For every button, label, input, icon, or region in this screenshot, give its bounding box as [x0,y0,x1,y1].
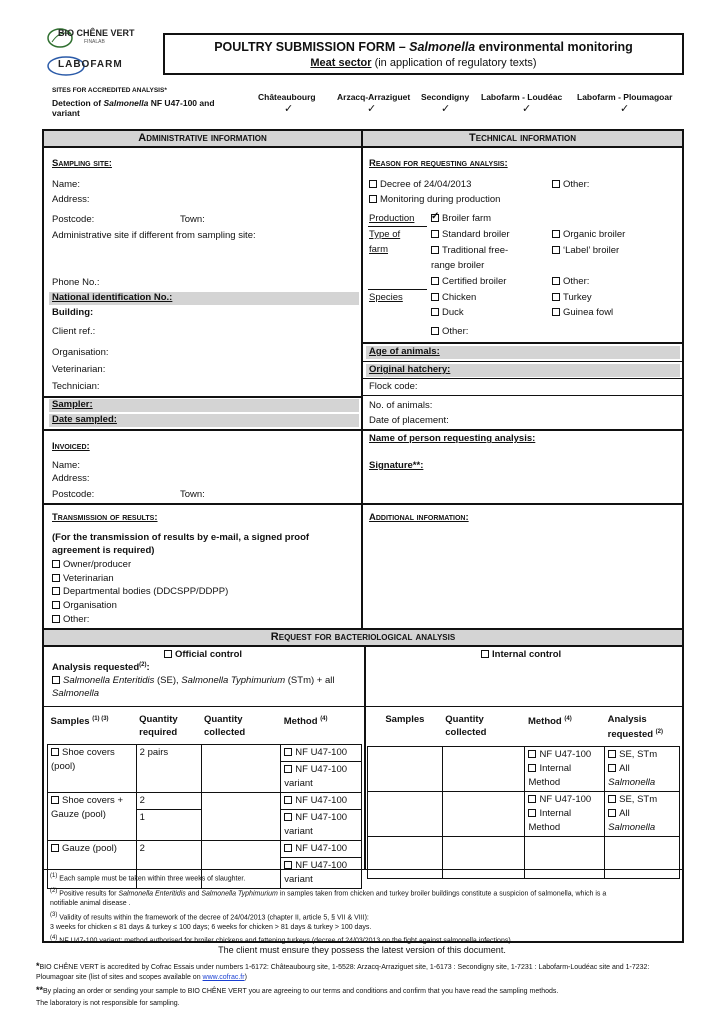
transmission-note: (For the transmission of results by e-mail, a signed proof [52,532,310,543]
qty-cell: 2 1 [136,792,201,840]
farm-type-option[interactable]: Organic broiler [552,229,625,241]
site-check-icon[interactable]: ✓ [620,103,630,115]
signature-field[interactable]: Signature**: [369,460,424,471]
transmission-note: agreement is required) [52,545,155,556]
organisation-field[interactable]: Organisation: [52,347,109,358]
sample-cell[interactable]: Shoe covers + Gauze (pool) [48,792,137,840]
divider [44,503,682,505]
col-header: Quantity collected [445,714,487,738]
footnote-3: $^{(3)}$ Validity of results within the framework of the decree of 24/04/2013 (chapter II, article 5, § VII & VIII): 3 weeks for chicken ≤ 81 days & turkey ≤ 100 days; 6 weeks for chicken > 81 days & turkey > 100 days. [50,912,372,931]
logo-text-finalab: FINALAB [84,39,105,45]
qty-collected-cell[interactable] [442,746,525,791]
qty-cell: 2 pairs [136,744,201,792]
checkbox[interactable] [51,844,59,852]
checkbox[interactable] [431,293,439,301]
sample-cell[interactable] [368,791,443,836]
invoice-town-field[interactable]: Town: [180,489,205,500]
labofarm-logo [46,54,156,78]
site-name: Labofarm - Loudéac [481,92,563,102]
col-header: Quantity required [139,714,178,738]
divider [364,647,366,870]
checkbox[interactable] [608,809,616,817]
checkbox[interactable] [608,750,616,758]
checkbox[interactable] [52,676,60,684]
species-label: Species [369,292,403,303]
request-heading: Request for bacteriological analysis [44,630,682,647]
additional-info-heading: Additional information: [369,512,469,523]
checkbox[interactable] [431,246,439,254]
flock-code-field[interactable]: Flock code: [369,381,418,392]
method-cell[interactable]: NF U47-100 NF U47-100 variant [281,840,362,888]
divider [44,706,682,707]
page-title: POULTRY SUBMISSION FORM – Salmonella environmental monitoring [214,40,633,54]
checkbox[interactable] [164,650,172,658]
analysis-cell[interactable]: SE, STm All Salmonella [605,746,680,791]
requester-field[interactable]: Name of person requesting analysis: [369,433,536,444]
transmission-heading: Transmission of results: [52,512,158,523]
town-field[interactable]: Town: [180,214,205,225]
analysis-cell[interactable]: SE, STm All Salmonella [605,791,680,836]
analysis-option[interactable]: Salmonella Enteritidis (SE), Salmonella Typhimurium (STm) + all [52,675,334,687]
other-reason-option[interactable]: Other: [552,179,589,191]
site-check-icon[interactable]: ✓ [441,103,451,115]
checkbox[interactable] [552,293,560,301]
checkbox[interactable] [284,844,292,852]
col-header: Analysis requested $^{(2)}$ [607,714,664,741]
logo-text-labofarm: LABOFARM [58,59,123,70]
checkbox[interactable] [431,308,439,316]
checkbox[interactable] [481,650,489,658]
building-field[interactable]: Building: [52,307,94,318]
site-name: Labofarm - Ploumagoar [577,92,673,102]
checkbox[interactable] [51,796,59,804]
checkbox[interactable] [608,764,616,772]
checkbox[interactable] [528,809,536,817]
analysis-option-cont: Salmonella [52,688,99,699]
footnotes [50,872,680,946]
species-option[interactable]: Turkey [552,292,592,304]
checkbox[interactable] [431,230,439,238]
invoice-postcode-field[interactable]: Postcode: [52,489,95,500]
site-name: Arzacq-Arraziguet [337,92,411,102]
method-cell[interactable]: NF U47-100 Internal Method [525,791,605,836]
divider [368,289,427,290]
checkbox[interactable] [52,587,60,595]
checkbox[interactable] [552,230,560,238]
site-check-icon[interactable]: ✓ [522,103,532,115]
reason-heading: Reason for requesting analysis: [369,158,508,169]
checkbox-checked[interactable] [431,214,439,222]
tech-heading: Technical information [363,131,682,148]
date-sampled-field[interactable]: Date sampled: [49,414,359,427]
qty-collected-cell[interactable] [201,792,281,840]
checkbox[interactable] [552,180,560,188]
divider [44,396,361,398]
col-header: Quantity collected [204,714,246,738]
species-option[interactable]: Duck [431,307,464,319]
divider [363,342,682,344]
checkbox[interactable] [528,750,536,758]
internal-control-option[interactable]: Internal control [481,649,561,661]
postcode-field[interactable]: Postcode: [52,214,95,225]
qty-collected-cell[interactable] [201,744,281,792]
checkbox[interactable] [284,813,292,821]
checkbox[interactable] [51,748,59,756]
address-field[interactable]: Address: [52,194,90,205]
internal-samples-table [367,712,680,879]
transmission-option[interactable]: Owner/producer [52,559,131,571]
site-check-icon[interactable]: ✓ [367,103,377,115]
logo-text-bcv: BIO CHÊNE VERT [58,28,135,38]
species-option[interactable]: Guinea fowl [552,307,613,319]
col-header: Method $^{(4)}$ [527,716,572,728]
farm-type-label: farm [369,244,388,255]
transmission-option[interactable]: Organisation [52,600,117,612]
national-id-field[interactable]: National identification No.: [49,292,359,305]
invoiced-heading: Invoiced: [52,441,90,452]
species-option[interactable]: Chicken [431,292,476,304]
method-cell[interactable]: NF U47-100 NF U47-100 variant [281,792,362,840]
species-option[interactable]: Other: [431,326,468,338]
production-label: Production [369,213,415,224]
admin-heading: Administrative information [44,131,361,148]
sampler-field[interactable]: Sampler: [49,399,359,412]
site-check-icon[interactable]: ✓ [284,103,294,115]
monitoring-option[interactable]: Monitoring during production [369,194,500,206]
sites-detection: Detection of Salmonella NF U47-100 and [52,98,215,108]
sample-cell[interactable]: Gauze (pool) [48,840,137,888]
invoice-address-field[interactable]: Address: [52,473,90,484]
farm-type-option[interactable]: ‘Label’ broiler [552,245,619,257]
divider [368,226,427,227]
bio-chene-vert-logo [46,26,156,50]
footnote-2: $^{(2)}$ Positive results for Salmonella Enteritidis and Salmonella Typhimurium in samples taken from chicken and turkey broiler buildings constitute a suspicion of salmonella, which is a notifiable animal disease . [50,887,607,907]
checkbox[interactable] [284,748,292,756]
farm-type-option[interactable]: Certified broiler [431,276,506,288]
checkbox[interactable] [528,795,536,803]
checkbox[interactable] [608,795,616,803]
official-samples-table [47,712,362,889]
veterinarian-field[interactable]: Veterinarian: [52,364,106,375]
checkbox[interactable] [528,764,536,772]
checkbox[interactable] [284,861,292,869]
divider [44,869,682,870]
placement-date-field[interactable]: Date of placement: [369,415,449,426]
age-field[interactable]: Age of animals: [366,346,680,359]
name-field[interactable]: Name: [52,179,80,190]
qty-collected-cell[interactable] [442,791,525,836]
checkbox[interactable] [552,277,560,285]
analysis-requested-label: Analysis requested$^{(2)}$: [52,662,150,674]
farm-type-option[interactable]: Other: [552,276,589,288]
phone-field[interactable]: Phone No.: [52,277,100,288]
farm-type-option[interactable]: Standard broiler [431,229,510,241]
technician-field[interactable]: Technician: [52,381,100,392]
site-name: Secondigny [421,92,470,102]
divider [363,395,682,396]
divider [363,378,682,379]
admin-site-field[interactable]: Administrative site if different from sampling site: [52,230,256,241]
checkbox[interactable] [369,195,377,203]
divider [361,131,363,628]
divider [363,429,682,431]
client-ref-field[interactable]: Client ref.: [52,326,96,337]
decree-option[interactable]: Decree of 24/04/2013 [369,179,471,191]
page-subtitle: Meat sector (in application of regulatory texts) [310,56,537,69]
sample-cell[interactable] [368,746,443,791]
col-header: Method $^{(4)}$ [283,716,328,728]
sampling-site-heading: Sampling site: [52,158,112,169]
invoice-name-field[interactable]: Name: [52,460,80,471]
transmission-option[interactable]: Departmental bodies (DDCSPP/DDPP) [52,586,228,598]
sites-variant: variant [52,108,80,118]
checkbox[interactable] [52,601,60,609]
method-cell[interactable]: NF U47-100 NF U47-100 variant [281,744,362,792]
cofrac-link[interactable]: www.cofrac.fr [202,973,245,981]
checkbox[interactable] [284,765,292,773]
col-header: Samples $^{(1) (3)}$ [50,716,109,728]
table-row [368,746,680,791]
farm-type-option[interactable]: Traditional free- [431,245,508,257]
transmission-option[interactable]: Other: [52,614,89,626]
accreditation-note: *BIO CHÊNE VERT is accredited by Cofrac Essais under numbers 1-6172: Châteaubourg site, 1-5528: Arzacq-Arraziguet site, 1-6173 : Secondigny site, 1-7231 : Labofarm-Loudéac site and 1-7232: Ploumagoar site (list of sites and scopes available on www.cofrac.fr) **By placing an order or sending your sample to BIO CHÊNE VERT you are agreeing to our terms and conditions and confirm that you have read the sampling methods. The laboratory is not responsible for sampling. [36,961,650,1007]
site-name: Châteaubourg [258,92,316,102]
divider [363,361,682,362]
transmission-option[interactable]: Veterinarian [52,573,114,585]
table-row [48,792,362,840]
checkbox[interactable] [284,796,292,804]
official-control-option[interactable]: Official control [164,649,242,661]
qty-cell: 2 [136,840,201,888]
checkbox[interactable] [431,277,439,285]
hatchery-field[interactable]: Original hatchery: [366,364,680,377]
num-animals-field[interactable]: No. of animals: [369,400,433,411]
checkbox[interactable] [52,574,60,582]
checkbox[interactable] [52,560,60,568]
footnote-4: $^{(4)}$ NF U47-100 variant: method authorised for broiler chickens and fattening turkeys (decree of 24/03/2013 on the fight against salmonella infections). [50,935,513,945]
table-row [368,791,680,836]
checkbox[interactable] [552,246,560,254]
col-header: Samples [385,714,425,725]
broiler-farm-option[interactable]: ✓ Broiler farm [431,213,491,225]
farm-type-option-cont: range broiler [431,260,485,271]
checkbox[interactable] [369,180,377,188]
table-row [48,744,362,792]
farm-type-label: Type of [369,229,401,240]
checkbox[interactable] [52,615,60,623]
title-box [163,33,684,75]
checkbox[interactable] [552,308,560,316]
sample-cell[interactable]: Shoe covers (pool) [48,744,137,792]
method-cell[interactable]: NF U47-100 Internal Method [525,746,605,791]
sites-label: SITES FOR ACCREDITED ANALYSIS* [52,87,167,94]
divider [44,429,361,431]
footnote-1: $^{(1)}$ Each sample must be taken within three weeks of slaughter. [50,873,246,883]
checkbox[interactable] [431,327,439,335]
client-notice: The client must ensure they possess the latest version of this document. [218,945,506,955]
